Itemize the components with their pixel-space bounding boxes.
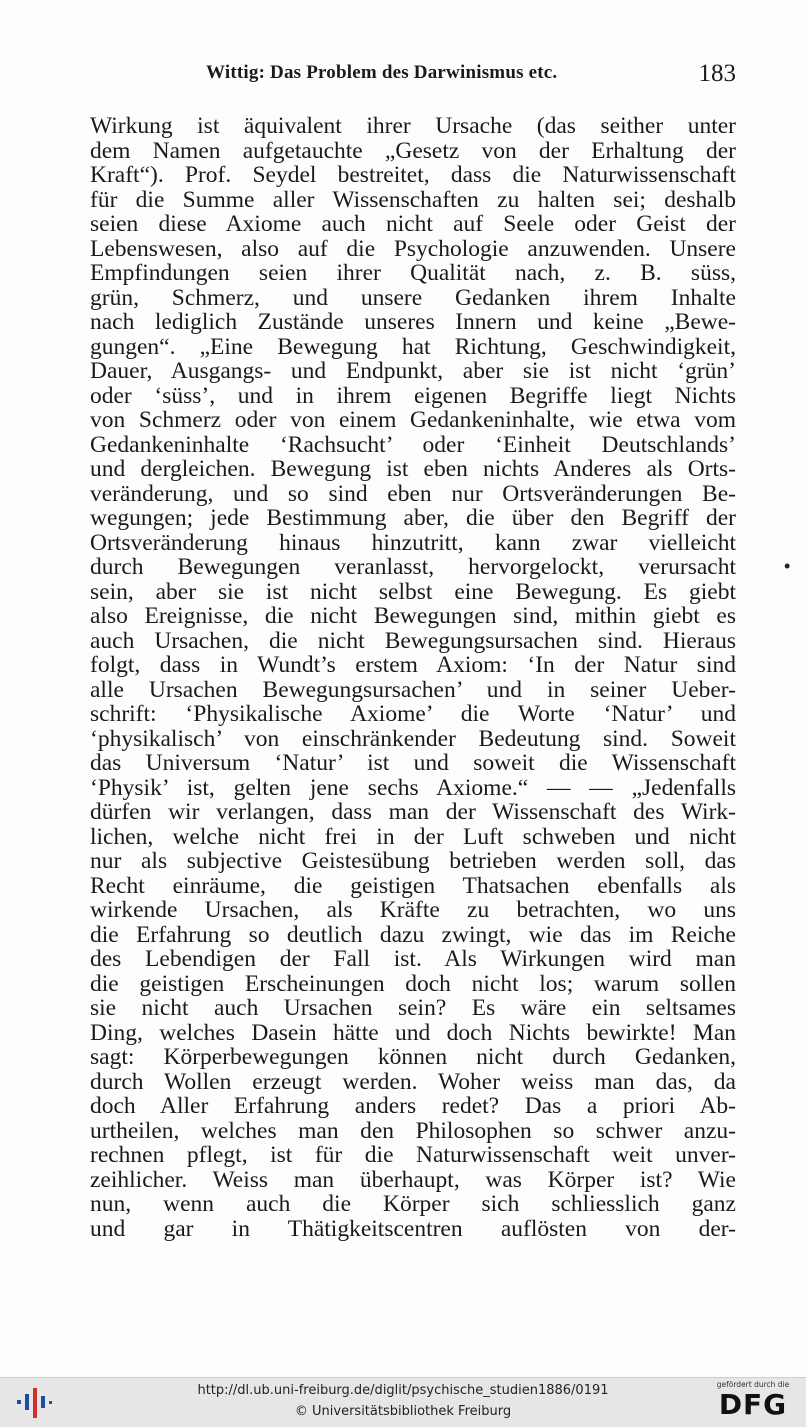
dfg-logo (710, 1380, 796, 1424)
text-line: die Erfahrung so deutlich dazu zwingt, wie das im Reiche (90, 922, 736, 947)
text-line: alle Ursachen Bewegungsursachen’ und in seiner Ueber- (90, 677, 736, 702)
text-line: dem Namen aufgetauchte „Gesetz von der Erhaltung der (90, 138, 736, 163)
text-line: sein, aber sie ist nicht selbst eine Bewegung. Es giebt (90, 579, 736, 604)
text-line: Recht einräume, die geistigen Thatsachen ebenfalls als (90, 873, 736, 898)
text-line: Lebenswesen, also auf die Psychologie anzuwenden. Unsere (90, 236, 736, 261)
text-line: lichen, welche nicht frei in der Luft schweben und nicht (90, 824, 736, 849)
text-line: veränderung, und so sind eben nur Ortsveränderungen Be- (90, 481, 736, 506)
text-line: ‘Physik’ ist, gelten jene sechs Axiome.“ — — „Jedenfalls (90, 775, 736, 800)
footer-url-link[interactable]: http://dl.ub.uni-freiburg.de/diglit/psychische_studien1886/0191 (197, 1383, 609, 1398)
text-line: nur als subjective Geistesübung betrieben werden soll, das (90, 849, 736, 874)
text-line: durch Bewegungen veranlasst, hervorgelockt, verursacht (90, 555, 736, 580)
text-line: Ortsveränderung hinaus hinzutritt, kann zwar vielleicht (90, 530, 736, 555)
footer-bar (0, 1377, 806, 1427)
text-line: oder ‘süss’, und in ihrem eigenen Begriffe liegt Nichts (90, 383, 736, 408)
text-line: Dauer, Ausgangs- und Endpunkt, aber sie ist nicht ‘grün’ (90, 359, 736, 384)
page-number: 183 (698, 60, 736, 87)
text-line: wegungen; jede Bestimmung aber, die über den Begriff der (90, 506, 736, 531)
footer-copyright: © Universitätsbibliothek Freiburg (294, 1404, 512, 1419)
text-line: dürfen wir verlangen, dass man der Wissenschaft des Wirk- (90, 800, 736, 825)
text-line: auch Ursachen, die nicht Bewegungsursachen sind. Hieraus (90, 628, 736, 653)
funder-note: gefördert durch die (716, 1380, 790, 1389)
text-line: zeihlicher. Weiss man überhaupt, was Körper ist? Wie (90, 1167, 736, 1192)
text-line: nach lediglich Zustände unseres Innern und keine „Bewe- (90, 310, 736, 335)
text-line: Kraft“). Prof. Seydel bestreitet, dass die Naturwissenschaft (90, 163, 736, 188)
text-line: also Ereignisse, die nicht Bewegungen sind, mithin giebt es (90, 604, 736, 629)
funder-name: DFG (718, 1388, 788, 1421)
text-line: durch Wollen erzeugt werden. Woher weiss man das, da (90, 1069, 736, 1094)
text-line: nun, wenn auch die Körper sich schliesslich ganz (90, 1192, 736, 1217)
text-line: doch Aller Erfahrung anders redet? Das a priori Ab- (90, 1094, 736, 1119)
text-line: Wirkung ist äquivalent ihrer Ursache (das seither unter (90, 114, 736, 139)
margin-mark: • (784, 556, 791, 576)
text-line: wirkende Ursachen, als Kräfte zu betrachten, wo uns (90, 898, 736, 923)
text-line: urtheilen, welches man den Philosophen so schwer anzu- (90, 1118, 736, 1143)
text-line: ‘physikalisch’ von einschränkender Bedeutung sind. Soweit (90, 726, 736, 751)
text-line: von Schmerz oder von einem Gedankeninhalte, wie etwa vom (90, 408, 736, 433)
text-line: die geistigen Erscheinungen doch nicht los; warum sollen (90, 971, 736, 996)
text-line: Ding, welches Dasein hätte und doch Nichts bewirkte! Man (90, 1020, 736, 1045)
text-line: und gar in Thätigkeitscentren auflösten von der- (90, 1216, 736, 1241)
text-line: gungen“. „Eine Bewegung hat Richtung, Geschwindigkeit, (90, 334, 736, 359)
text-line: sagt: Körperbewegungen können nicht durch Gedanken, (90, 1045, 736, 1070)
text-line: Empfindungen seien ihrer Qualität nach, z. B. süss, (90, 261, 736, 286)
text-line: folgt, dass in Wundt’s erstem Axiom: ‘In der Natur sind (90, 653, 736, 678)
text-line: sie nicht auch Ursachen sein? Es wäre ein seltsames (90, 996, 736, 1021)
running-title: Wittig: Das Problem des Darwinismus etc. (206, 62, 558, 83)
text-line: das Universum ‘Natur’ ist und soweit die Wissenschaft (90, 751, 736, 776)
page-header (88, 60, 736, 94)
text-line: und dergleichen. Bewegung ist eben nichts Anderes als Orts- (90, 457, 736, 482)
body-text (90, 114, 736, 1241)
text-line: rechnen pflegt, ist für die Naturwissenschaft weit unver- (90, 1143, 736, 1168)
text-line: grün, Schmerz, und unsere Gedanken ihrem Inhalte (90, 285, 736, 310)
text-line: seien diese Axiome auch nicht auf Seele oder Geist der (90, 212, 736, 237)
text-line: Gedankeninhalte ‘Rachsucht’ oder ‘Einheit Deutschlands’ (90, 432, 736, 457)
text-line: für die Summe aller Wissenschaften zu halten sei; deshalb (90, 187, 736, 212)
text-line: schrift: ‘Physikalische Axiome’ die Worte ‘Natur’ und (90, 702, 736, 727)
text-line: des Lebendigen der Fall ist. Als Wirkungen wird man (90, 947, 736, 972)
